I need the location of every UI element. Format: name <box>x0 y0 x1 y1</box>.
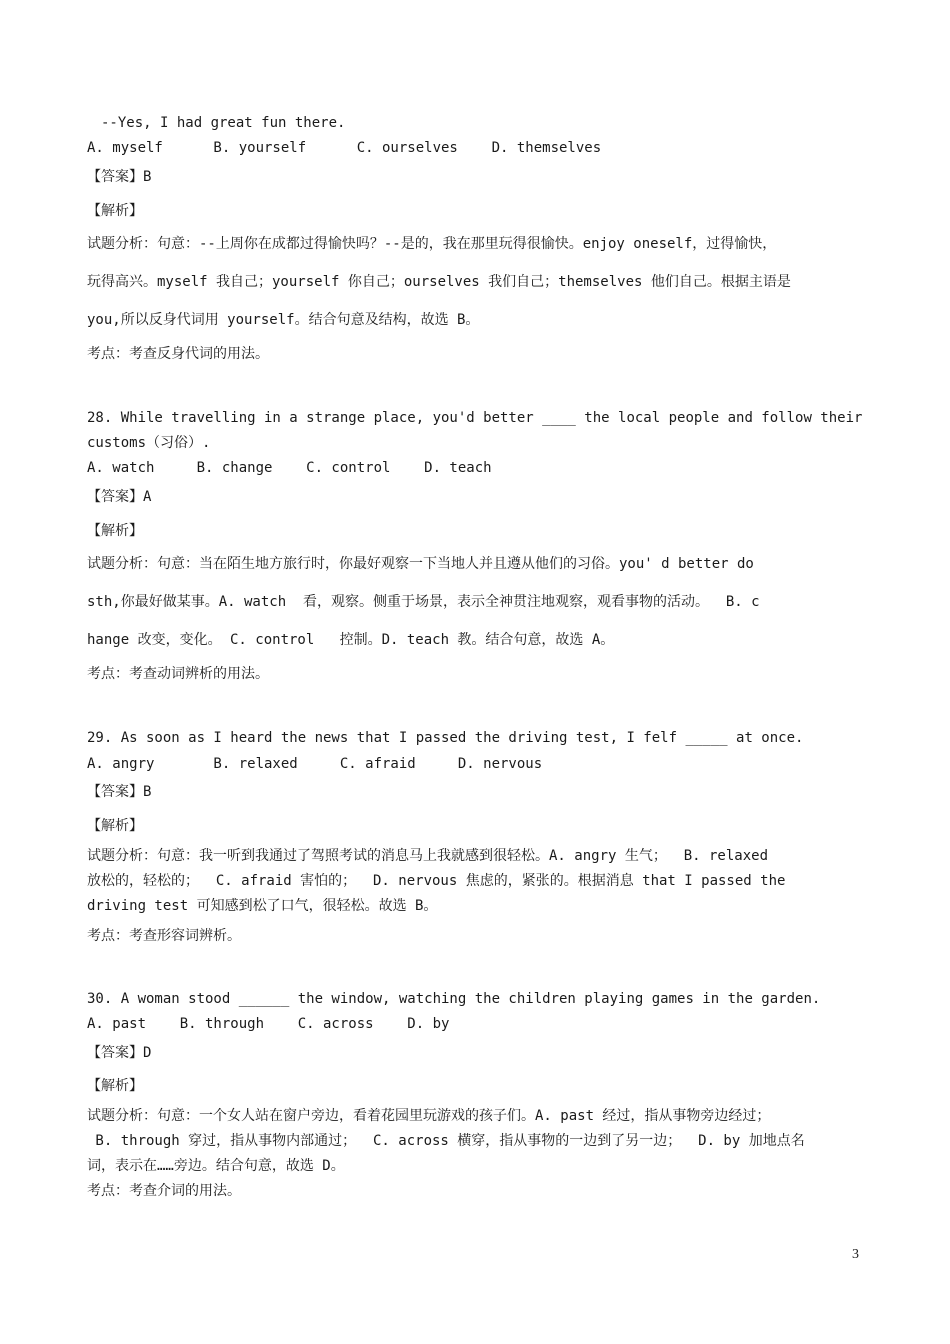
q30-point: 考点：考查介词的用法。 <box>87 1183 241 1199</box>
q28-question-line: 28. While travelling in a strange place, you'd better ____ the local people and follow their <box>87 410 863 426</box>
q27-analysis-line: you,所以反身代词用 yourself。结合句意及结构，故选 B。 <box>87 312 480 328</box>
q27-options: A. myself B. yourself C. ourselves D. themselves <box>87 140 602 156</box>
q29-point: 考点：考查形容词辨析。 <box>87 928 241 944</box>
q27-analysis-line: 玩得高兴。myself 我自己；yourself 你自己；ourselves 我们自己；themselves 他们自己。根据主语是 <box>87 274 791 290</box>
q27-answer: 【答案】B <box>87 169 152 185</box>
q30-answer: 【答案】D <box>87 1045 152 1061</box>
q29-analysis-label: 【解析】 <box>87 818 143 834</box>
q28-analysis-line: hange 改变，变化。 C. control 控制。D. teach 教。结合句意，故选 A。 <box>87 632 615 648</box>
q28-analysis-line: sth,你最好做某事。A. watch 看，观察。侧重于场景，表示全神贯注地观察，观看事物的活动。 B. c <box>87 594 760 610</box>
q28-analysis-line: 试题分析：句意：当在陌生地方旅行时，你最好观察一下当地人并且遵从他们的习俗。you' d better do <box>87 556 754 572</box>
q30-analysis-line: 词，表示在……旁边。结合句意，故选 D。 <box>87 1158 345 1174</box>
q30-question: 30. A woman stood ______ the window, watching the children playing games in the garden. <box>87 991 821 1007</box>
q30-analysis-line: B. through 穿过，指从事物内部通过； C. across 横穿，指从事物的一边到了另一边； D. by 加地点名 <box>87 1133 805 1149</box>
q27-analysis-line: 试题分析：句意：--上周你在成都过得愉快吗？--是的，我在那里玩得很愉快。enjoy oneself，过得愉快， <box>87 236 777 252</box>
q27-analysis-label: 【解析】 <box>87 203 143 219</box>
q28-analysis-label: 【解析】 <box>87 523 143 539</box>
q29-analysis-line: 放松的，轻松的； C. afraid 害怕的； D. nervous 焦虑的，紧张的。根据消息 that I passed the <box>87 873 786 889</box>
q27-point: 考点：考查反身代词的用法。 <box>87 346 269 362</box>
q30-options: A. past B. through C. across D. by <box>87 1016 450 1032</box>
q28-point: 考点：考查动词辨析的用法。 <box>87 666 269 682</box>
q29-answer: 【答案】B <box>87 784 152 800</box>
q27-reply: --Yes, I had great fun there. <box>101 115 346 131</box>
q28-question-line: customs（习俗）. <box>87 435 211 451</box>
q30-analysis-label: 【解析】 <box>87 1078 143 1094</box>
q29-question: 29. As soon as I heard the news that I passed the driving test, I felf _____ at once. <box>87 730 804 746</box>
q29-analysis-line: driving test 可知感到松了口气，很轻松。故选 B。 <box>87 898 438 914</box>
q28-answer: 【答案】A <box>87 489 152 505</box>
q30-analysis-line: 试题分析：句意：一个女人站在窗户旁边，看着花园里玩游戏的孩子们。A. past 经过，指从事物旁边经过； <box>87 1108 771 1124</box>
page-number: 3 <box>852 1247 859 1262</box>
q28-options: A. watch B. change C. control D. teach <box>87 460 492 476</box>
q29-analysis-line: 试题分析：句意：我一听到我通过了驾照考试的消息马上我就感到很轻松。A. angry 生气； B. relaxed <box>87 848 769 864</box>
q29-options: A. angry B. relaxed C. afraid D. nervous <box>87 756 543 772</box>
